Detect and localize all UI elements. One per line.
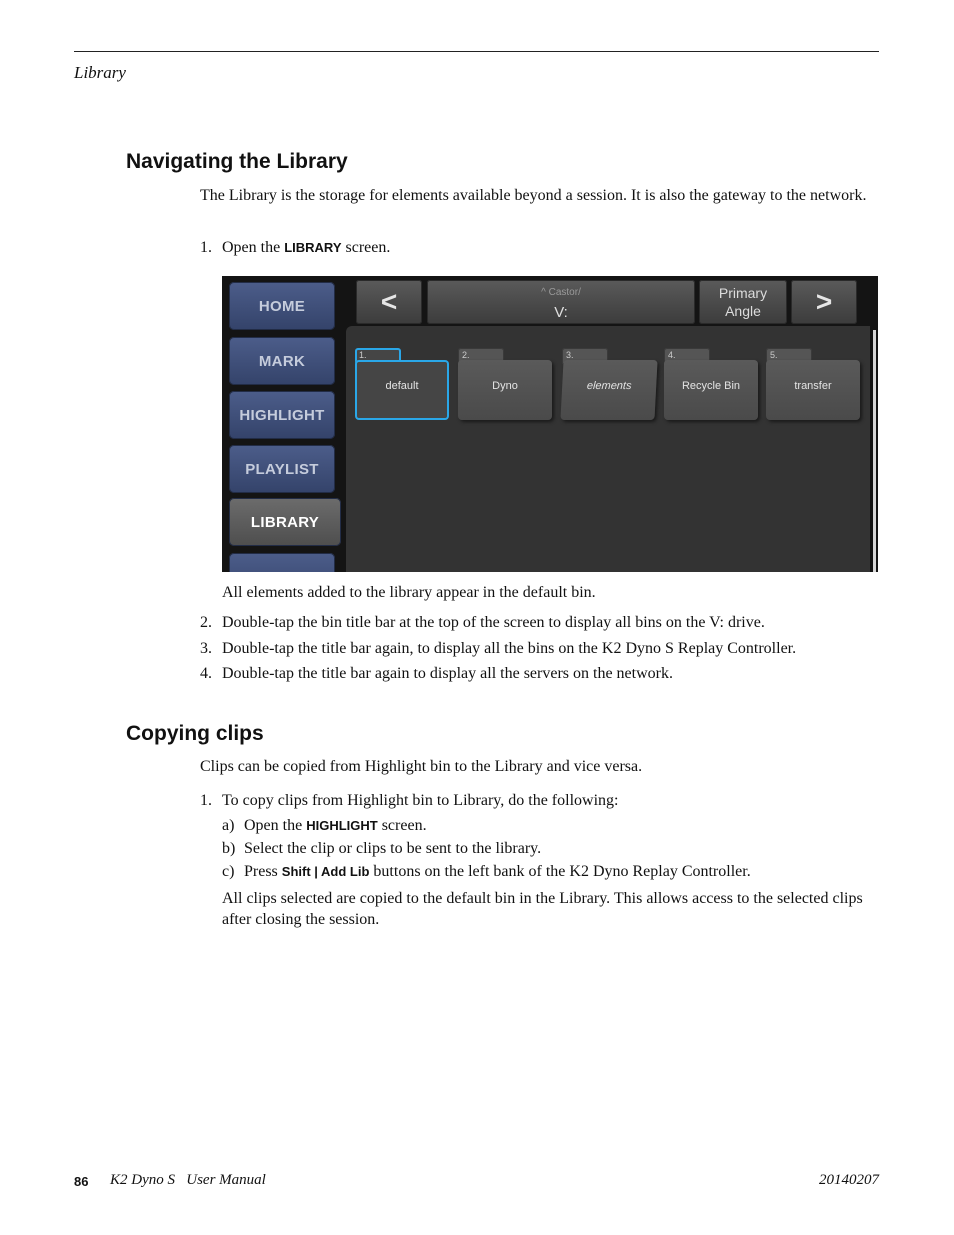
substep-text: buttons on the left bank of the K2 Dyno Replay Controller. — [369, 863, 751, 880]
next-bin-button[interactable] — [791, 280, 857, 324]
step-text: screen. — [341, 239, 391, 256]
copy-note: All clips selected are copied to the default bin in the Library. This allows access to the selected clips after closing the session. — [222, 890, 863, 928]
step-number: 2. — [200, 614, 212, 631]
chevron-left-icon: < — [380, 286, 398, 317]
step-text: Double-tap the title bar again to display all the servers on the network. — [222, 665, 673, 682]
manual-title: K2 Dyno S User Manual — [110, 1172, 266, 1188]
angle-line-2: Angle — [725, 303, 761, 319]
bin-title-bar[interactable] — [427, 280, 695, 324]
step-3 — [200, 640, 880, 658]
step-1 — [200, 239, 880, 257]
substep-letter: c) — [222, 863, 235, 880]
bin-name: default — [355, 360, 449, 420]
heading-copying-clips: Copying clips — [126, 722, 264, 745]
chevron-right-icon: > — [815, 286, 833, 317]
step-number: 1. — [200, 239, 212, 256]
bin-number: 2. — [458, 348, 504, 364]
angle-label — [719, 284, 767, 320]
copy-intro-paragraph: Clips can be copied from Highlight bin to the Library and vice versa. — [200, 758, 643, 775]
sidebar-highlight-button[interactable]: HIGHLIGHT — [229, 391, 335, 439]
sidebar-home-button[interactable]: HOME — [229, 282, 335, 330]
heading-navigating-library: Navigating the Library — [126, 150, 348, 173]
header-rule — [74, 51, 879, 52]
bin-number: 1. — [355, 348, 401, 364]
step-4 — [200, 665, 880, 683]
substep-letter: a) — [222, 817, 235, 834]
ui-label-library: LIBRARY — [284, 240, 342, 255]
prev-bin-button[interactable] — [356, 280, 422, 324]
parent-path: ^ Castor/ — [541, 287, 581, 298]
substep-b — [222, 840, 880, 858]
bin-name: elements — [560, 360, 657, 420]
page-number: 86 — [74, 1174, 89, 1189]
ui-label-highlight: HIGHLIGHT — [306, 818, 378, 833]
sidebar-next-button[interactable] — [229, 553, 335, 572]
bin-number: 5. — [766, 348, 812, 364]
step-text: To copy clips from Highlight bin to Library, do the following: — [222, 792, 619, 809]
bin-number: 4. — [664, 348, 710, 364]
substep-text: Select the clip or clips to be sent to the library. — [244, 840, 542, 857]
document-date: 20140207 — [819, 1172, 879, 1188]
sidebar-playlist-button[interactable]: PLAYLIST — [229, 445, 335, 493]
bin-area — [346, 326, 870, 572]
bin-number: 3. — [562, 348, 608, 364]
copy-step-1 — [200, 792, 880, 810]
step-number: 3. — [200, 640, 212, 657]
bin-name: Recycle Bin — [664, 360, 758, 420]
scrollbar[interactable] — [873, 330, 876, 572]
angle-button[interactable] — [699, 280, 787, 324]
step-number: 1. — [200, 792, 212, 809]
intro-paragraph: The Library is the storage for elements available beyond a session. It is also the gateway to the network. — [200, 187, 867, 204]
bin-name: Dyno — [458, 360, 552, 420]
bin-name: transfer — [766, 360, 860, 420]
sidebar-mark-button[interactable]: MARK — [229, 337, 335, 385]
ui-label-shift-add-lib: Shift | Add Lib — [281, 864, 370, 879]
substep-a — [222, 817, 880, 835]
screenshot-caption: All elements added to the library appear in the default bin. — [222, 584, 596, 601]
substep-text: Press — [244, 863, 282, 880]
library-screenshot — [222, 276, 878, 572]
running-header: Library — [74, 63, 126, 82]
step-text: Open the — [222, 239, 285, 256]
substep-letter: b) — [222, 840, 236, 857]
step-2 — [200, 614, 880, 632]
sidebar-library-button[interactable]: LIBRARY — [229, 498, 341, 546]
drive-label: V: — [554, 304, 568, 321]
angle-line-1: Primary — [718, 285, 768, 301]
step-number: 4. — [200, 665, 212, 682]
step-text: Double-tap the bin title bar at the top of the screen to display all bins on the V: drive. — [222, 614, 765, 631]
substep-text: screen. — [377, 817, 427, 834]
substep-text: Open the — [244, 817, 307, 834]
step-text: Double-tap the title bar again, to display all the bins on the K2 Dyno S Replay Controller. — [222, 640, 797, 657]
substep-c — [222, 863, 880, 881]
